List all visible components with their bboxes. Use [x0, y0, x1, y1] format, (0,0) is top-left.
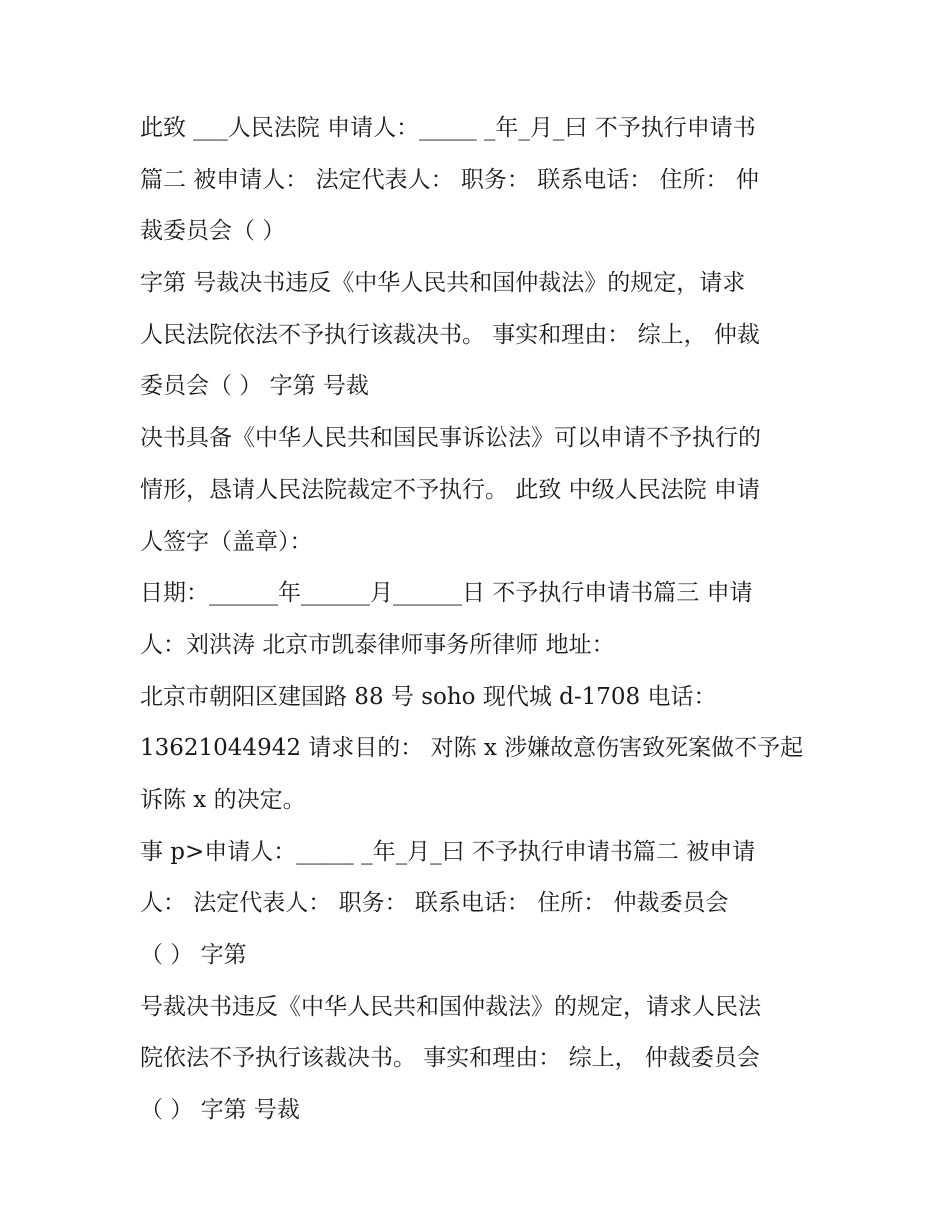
text-line: （ ） 字第	[140, 942, 247, 968]
text-line: 号裁决书违反《中华人民共和国仲裁法》的规定，请求人民法	[140, 993, 761, 1020]
text-line: 情形，恳请人民法院裁定不予执行。 此致 中级人民法院 申请	[140, 476, 760, 503]
text-line: 诉陈 x 的决定。	[140, 786, 306, 813]
text-line: （ ） 字第 号裁	[140, 1097, 300, 1124]
text-line: 决书具备《中华人民共和国民事诉讼法》可以申请不予执行的	[140, 425, 761, 452]
text-line: 人民法院依法不予执行该裁决书。 事实和理由： 综上， 仲裁	[140, 321, 760, 348]
text-line: 字第 号裁决书违反《中华人民共和国仲裁法》的规定，请求	[140, 270, 746, 297]
text-line: 日期：______年______月______日 不予执行申请书篇三 申请	[140, 580, 753, 607]
text-line: 人： 法定代表人： 职务： 联系电话： 住所： 仲裁委员会	[140, 890, 729, 917]
text-line: 此致 ___人民法院 申请人：_____ _年_月_曰 不予执行申请书	[140, 115, 756, 141]
text-line: 人签字（盖章）：	[140, 528, 313, 555]
document-body	[140, 103, 820, 1137]
text-line: 北京市朝阳区建国路 88 号 soho 现代城 d-1708 电话：	[140, 683, 717, 710]
text-line: 裁委员会（ ）	[140, 218, 286, 245]
text-line: 事 p>申请人：_____ _年_月_曰 不予执行申请书篇二 被申请	[140, 838, 756, 865]
text-line: 院依法不予执行该裁决书。 事实和理由： 综上， 仲裁委员会	[140, 1045, 760, 1072]
text-line: 13621044942 请求目的： 对陈 x 涉嫌故意伤害致死案做不予起	[140, 735, 804, 762]
text-line: 篇二 被申请人： 法定代表人： 职务： 联系电话： 住所： 仲	[140, 166, 759, 193]
text-line: 人：刘洪涛 北京市凯泰律师事务所律师 地址：	[140, 631, 615, 658]
text-line: 委员会（ ） 字第 号裁	[140, 373, 369, 400]
